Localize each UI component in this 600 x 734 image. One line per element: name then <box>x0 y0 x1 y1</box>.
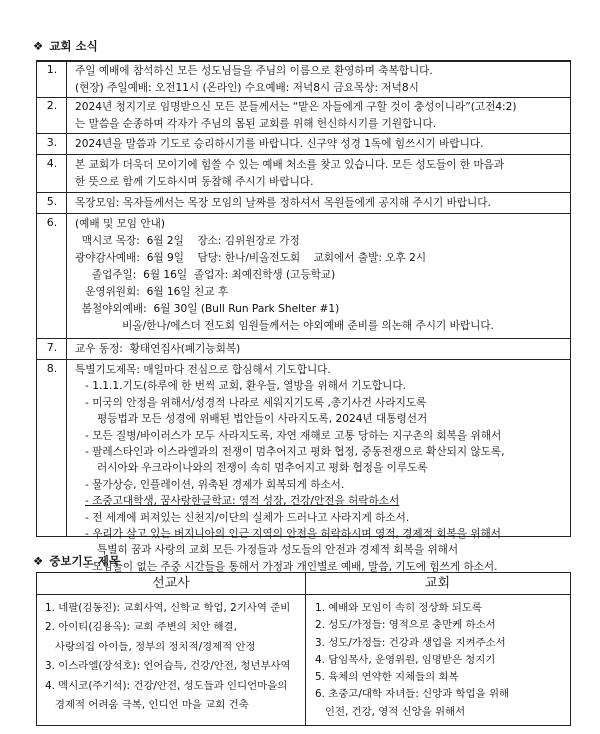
prayer-bullet: - 조중고대학생, 꿈사랑한글학교: 영적 성장, 건강/안전을 허락하소서 <box>85 493 564 509</box>
item-number: 5. <box>46 195 58 208</box>
church-item: 6. 초중고/대학 자녀들: 신앙과 학업을 위해 <box>315 688 510 701</box>
news-line: 2024년을 말씀과 기도로 승리하시기를 바랍니다. 신구약 성경 1독에 힘쓰시기 바랍니다. <box>75 138 484 150</box>
diamond-cluster-icon: ❖ <box>33 39 44 53</box>
prayer-bullet: - 모임들이 없는 주중 시간들을 통해서 가정과 개인별로 예배, 말씀, 기도에 힘쓰게 하소서. <box>85 559 564 575</box>
missionary-column-header: 선교사 <box>37 573 305 595</box>
news-item-3 <box>37 133 570 154</box>
church-item: 3. 성도/가정들: 건강과 생업을 지켜주소서 <box>315 636 506 649</box>
news-line: 목장모임: 목자들께서는 목장 모임의 날짜를 정하셔서 목원들에게 공지해 주시기 바랍니다. <box>75 197 491 209</box>
missionary-prayer-list <box>45 599 291 715</box>
news-title-text: 교회 소식 <box>49 39 98 53</box>
news-line: 주일 예배에 참석하신 모든 성도님들을 주님의 이름으로 환영하며 축복합니다. <box>75 65 433 77</box>
prayer-bullet-cont: 러시아와 우크라이나와의 전쟁이 속히 멈추어지고 평화 협정을 이루도록 <box>97 462 428 475</box>
prayer-bullet: - 우리가 살고 있는 버지니아의 인근 지역의 안전을 허락하시며 영적, 경제적 회복을 위해서 <box>85 526 564 542</box>
column-divider <box>305 573 306 725</box>
missionary-item: 3. 이스라엘(장석호): 언어습득, 건강/안전, 청년부사역 <box>45 660 291 673</box>
missionary-item: 1. 네팔(김동진): 교회사역, 신학교 학업, 2기사역 준비 <box>45 602 291 614</box>
church-item: 4. 담임목사, 운영위원, 임명받은 청지기 <box>315 653 496 666</box>
news-item-7 <box>37 338 570 359</box>
schedule-line: 운영위원회: 6월 16일 친교 후 <box>75 286 229 298</box>
news-line: 본 교회가 더욱더 모이기에 힘쓸 수 있는 예배 처소를 찾고 있습니다. 모든 성도들이 한 마음과 <box>75 159 505 171</box>
church-prayer-list <box>315 600 509 721</box>
prayer-bullet: - 전 세계에 퍼져있는 신천지/이단의 실체가 드러나고 사라지게 하소서. <box>85 510 564 526</box>
prayer-bullet-cont: 특별히 꿈과 사랑의 교회 모든 가정들과 성도들의 안전과 경제적 회복을 위해서 <box>97 544 459 557</box>
church-column-header: 교회 <box>305 573 570 595</box>
news-line: (현장) 주일예배: 오전11시 (온라인) 수요예배: 저녁8시 금요목상: 저녁8시 <box>75 82 419 94</box>
prayer-bullet: - 1.1.1.기도(하루에 한 번씩 교회, 환우들, 열방을 위해서 기도합니다. <box>85 378 564 394</box>
church-item: 1. 예배와 모임이 속히 정상화 되도록 <box>315 602 482 614</box>
prayer-bullet: - 물가상승, 인플레이션, 위축된 경제가 회복되게 하소서. <box>85 477 564 493</box>
prayer-bullet-cont <box>85 411 564 427</box>
schedule-line: 졸업주일: 6월 16일 졸업자: 최예진학생 (고등학교) <box>75 269 336 281</box>
item-number: 4. <box>46 157 58 170</box>
item-number: 8. <box>46 362 58 375</box>
missionary-item: 경제적 어려움 극복, 인디언 마을 교회 건축 <box>45 699 249 712</box>
item-number: 7. <box>46 341 58 354</box>
prayer-section-title <box>33 553 120 569</box>
prayer-bullet-text: 평등법과 모든 성경에 위배된 법안들이 사라지도록, 2024년 대통령선거 <box>97 413 428 426</box>
prayer-title-text: 중보기도 제목 <box>49 554 120 568</box>
church-item: 2. 성도/가정들: 영적으로 충만케 하소서 <box>315 619 496 632</box>
item-number: 6. <box>46 216 58 229</box>
news-line: 는 말씀을 순종하며 각자가 주님의 몸된 교회를 위해 헌신하시기를 기원합니다. <box>75 118 437 130</box>
prayer-bullet: - 미국의 안정을 위해서/성경적 나라로 세워지기도록 ,총기사건 사라지도록 <box>85 395 564 411</box>
news-line: 2024년 청지기로 임명받으신 모든 분들께서는 “맡은 자들에게 구할 것이 충성이니라”(고전4:2) <box>75 101 517 113</box>
news-item-5 <box>37 192 570 213</box>
prayer-bullet: - 모든 질병/바이러스가 모두 사라지도록, 자연 재해로 고통 당하는 지구촌의 회복을 위해서 <box>85 428 564 444</box>
schedule-line: 광야감사예배: 6월 9일 담당: 한나/비올전도회 교회에서 출발: 오후 2시 <box>75 252 427 264</box>
church-item: 5. 육체의 연약한 지체들의 회복 <box>315 671 459 684</box>
missionary-item: 2. 아이티(김용옥): 교회 주변의 치안 해결, <box>45 621 237 634</box>
special-prayer-intro: 특별기도제목: 매일마다 전심으로 합심해서 기도합니다. <box>75 364 331 376</box>
schedule-heading: (예배 및 모임 안내) <box>75 218 166 230</box>
news-item-4 <box>37 154 570 192</box>
news-item-1 <box>37 61 570 97</box>
item-number: 3. <box>46 136 58 149</box>
news-section-title <box>33 38 98 54</box>
news-line: 한 뜻으로 함께 기도하시며 동참해 주시기 바랍니다. <box>75 176 314 188</box>
schedule-line: 맥시코 목장: 6월 2일 장소: 김위원장로 가정 <box>75 235 300 247</box>
diamond-cluster-icon: ❖ <box>33 554 44 568</box>
item-number: 1. <box>46 63 58 76</box>
item-number: 2. <box>46 99 58 112</box>
intercessory-prayer-table <box>36 572 571 726</box>
missionary-item: 사랑의집 아이들, 정부의 정치적/경제적 안정 <box>45 640 256 653</box>
church-item: 인전, 건강, 영적 신앙을 위해서 <box>315 705 466 718</box>
missionary-item: 4. 멕시코(주기석): 건강/안전, 성도들과 인디언마을의 <box>45 679 288 692</box>
schedule-line: 비올/한나/에스더 전도회 임원들께서는 야외예배 준비를 의논해 주시기 바랍니다. <box>75 320 494 332</box>
schedule-line: 봄철야외예배: 6월 30일 (Bull Run Park Shelter #1) <box>75 303 340 315</box>
news-item-6 <box>37 213 570 338</box>
news-item-2 <box>37 97 570 133</box>
news-line: 교우 동정: 황태연집사(폐기능회복) <box>75 343 241 355</box>
prayer-bullet: - 팔레스타인과 이스라엘과의 전쟁이 멈추어지고 평화 협정, 중동전쟁으로 확산되지 않도록, <box>85 444 564 460</box>
